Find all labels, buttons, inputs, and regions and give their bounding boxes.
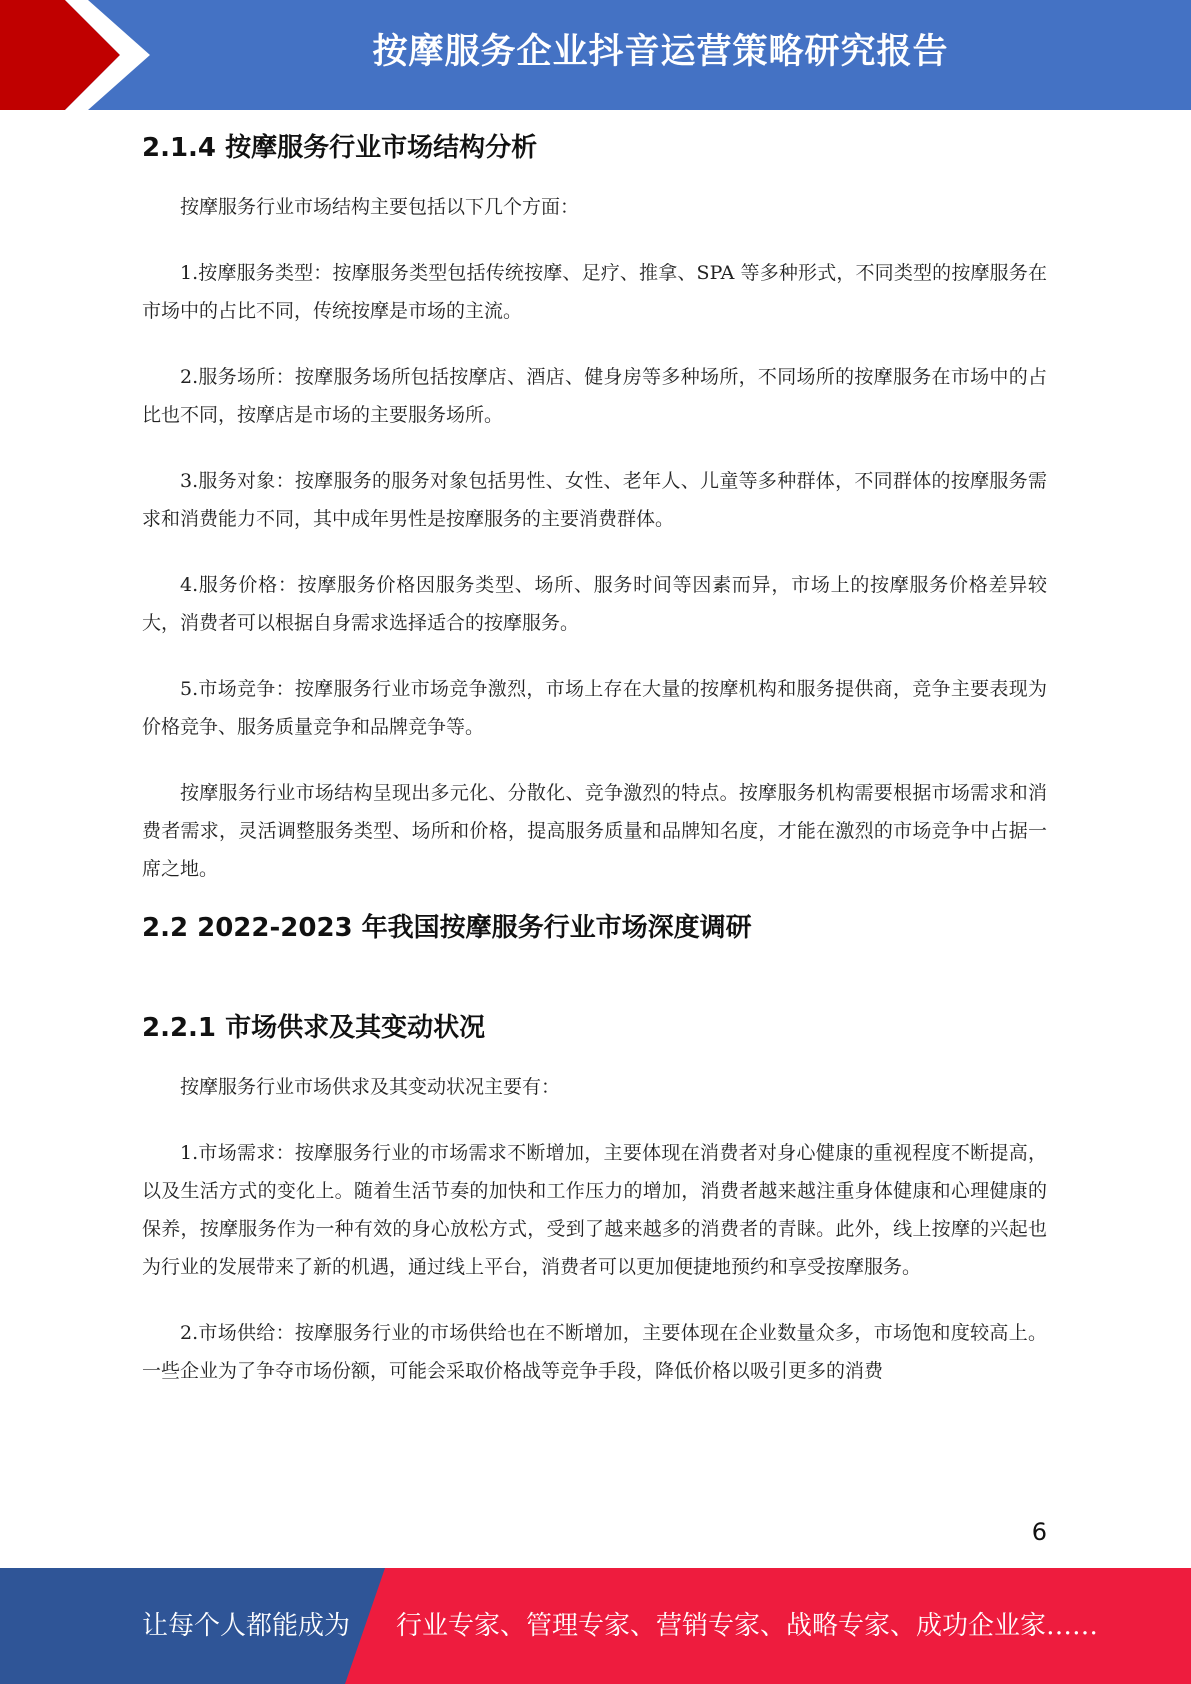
paragraph-intro: 按摩服务行业市场结构主要包括以下几个方面：	[180, 196, 580, 218]
paragraph-item: 5.市场竞争：按摩服务行业市场竞争激烈，市场上存在大量的按摩机构和服务提供商，竞争主要表现为价格竞争、服务质量竞争和品牌竞争等。	[142, 678, 1047, 738]
section-heading-2-2-1: 2.2.1 市场供求及其变动状况	[142, 1013, 486, 1043]
report-title: 按摩服务企业抖音运营策略研究报告	[372, 32, 949, 72]
paragraph-summary: 按摩服务行业市场结构呈现出多元化、分散化、竞争激烈的特点。按摩服务机构需要根据市场需求和消费者需求，灵活调整服务类型、场所和价格，提高服务质量和品牌知名度，才能在激烈的市场竞争中占据一席之地。	[142, 782, 1047, 880]
paragraph-intro: 按摩服务行业市场供求及其变动状况主要有：	[180, 1076, 561, 1098]
paragraph-item: 4.服务价格：按摩服务价格因服务类型、场所、服务时间等因素而异，市场上的按摩服务价格差异较大，消费者可以根据自身需求选择适合的按摩服务。	[142, 574, 1047, 634]
page-content	[142, 122, 1047, 1390]
footer-slogan-left: 让每个人都能成为	[142, 1611, 351, 1641]
page-header	[0, 0, 1191, 110]
paragraph-item: 2.市场供给：按摩服务行业的市场供给也在不断增加，主要体现在企业数量众多，市场饱和度较高上。一些企业为了争夺市场份额，可能会采取价格战等竞争手段，降低价格以吸引更多的消费	[142, 1322, 1047, 1382]
page-number: 6	[1031, 1518, 1047, 1546]
section-heading-2-1-4: 2.1.4 按摩服务行业市场结构分析	[142, 133, 538, 163]
footer-slogan-right: 行业专家、管理专家、营销专家、战略专家、成功企业家……	[396, 1611, 1099, 1641]
paragraph-item: 2.服务场所：按摩服务场所包括按摩店、酒店、健身房等多种场所，不同场所的按摩服务在市场中的占比也不同，按摩店是市场的主要服务场所。	[142, 366, 1047, 426]
section-heading-2-2: 2.2 2022-2023 年我国按摩服务行业市场深度调研	[142, 913, 752, 943]
paragraph-item: 1.市场需求：按摩服务行业的市场需求不断增加，主要体现在消费者对身心健康的重视程度不断提高，以及生活方式的变化上。随着生活节奏的加快和工作压力的增加，消费者越来越注重身体健康和心理健康的保养，按摩服务作为一种有效的身心放松方式，受到了越来越多的消费者的青睐。此外，线上按摩的兴起也为行业的发展带来了新的机遇，通过线上平台，消费者可以更加便捷地预约和享受按摩服务。	[142, 1142, 1047, 1278]
page-footer	[0, 1568, 1191, 1684]
paragraph-item: 1.按摩服务类型：按摩服务类型包括传统按摩、足疗、推拿、SPA 等多种形式，不同类型的按摩服务在市场中的占比不同，传统按摩是市场的主流。	[142, 262, 1047, 322]
paragraph-item: 3.服务对象：按摩服务的服务对象包括男性、女性、老年人、儿童等多种群体，不同群体的按摩服务需求和消费能力不同，其中成年男性是按摩服务的主要消费群体。	[142, 470, 1047, 530]
